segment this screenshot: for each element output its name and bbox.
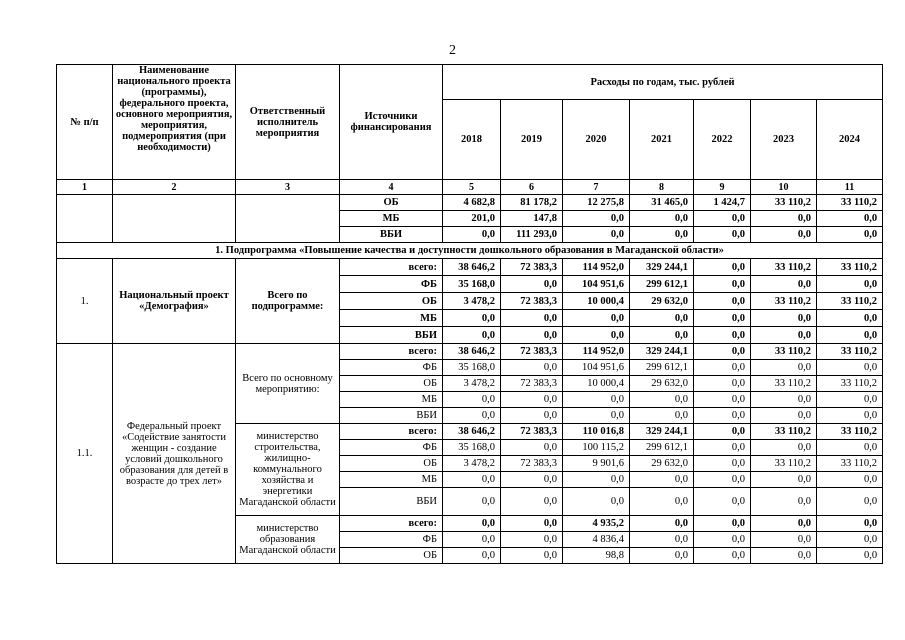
value-cell: 0,0 <box>563 392 630 408</box>
source-cell: ОБ <box>340 195 443 211</box>
header-num: № п/п <box>57 65 113 180</box>
header-name: Наименование национального проекта (программы), федерального проекта, основного мероприятия, мероприятия, подмероприятия (при необходимости) <box>113 65 236 180</box>
row-number: 1.1. <box>57 344 113 564</box>
value-cell: 35 168,0 <box>443 360 501 376</box>
value-cell: 72 383,3 <box>501 456 563 472</box>
value-cell: 0,0 <box>817 276 883 293</box>
value-cell: 0,0 <box>630 532 694 548</box>
value-cell: 72 383,3 <box>501 293 563 310</box>
value-cell: 98,8 <box>563 548 630 564</box>
value-cell: 31 465,0 <box>630 195 694 211</box>
value-cell: 0,0 <box>751 227 817 243</box>
value-cell: 0,0 <box>751 360 817 376</box>
value-cell: 0,0 <box>630 227 694 243</box>
value-cell: 29 632,0 <box>630 456 694 472</box>
value-cell: 0,0 <box>817 532 883 548</box>
value-cell: 0,0 <box>694 440 751 456</box>
value-cell: 0,0 <box>817 472 883 488</box>
value-cell: 110 016,8 <box>563 424 630 440</box>
value-cell: 0,0 <box>694 488 751 516</box>
value-cell: 33 110,2 <box>817 259 883 276</box>
source-cell: всего: <box>340 344 443 360</box>
source-cell: МБ <box>340 211 443 227</box>
executor-cell: министерство образования Магаданской области <box>236 516 340 564</box>
value-cell: 29 632,0 <box>630 376 694 392</box>
value-cell: 0,0 <box>630 327 694 344</box>
value-cell: 0,0 <box>694 532 751 548</box>
value-cell: 33 110,2 <box>751 456 817 472</box>
value-cell: 0,0 <box>630 310 694 327</box>
header-row <box>57 65 883 100</box>
value-cell: 0,0 <box>751 532 817 548</box>
value-cell: 0,0 <box>751 472 817 488</box>
index-cell: 7 <box>563 180 630 195</box>
value-cell: 35 168,0 <box>443 276 501 293</box>
value-cell: 201,0 <box>443 211 501 227</box>
source-cell: всего: <box>340 259 443 276</box>
source-cell: всего: <box>340 516 443 532</box>
value-cell: 0,0 <box>817 516 883 532</box>
header-year: 2023 <box>751 100 817 180</box>
value-cell: 0,0 <box>817 310 883 327</box>
value-cell: 81 178,2 <box>501 195 563 211</box>
header-year: 2021 <box>630 100 694 180</box>
value-cell: 0,0 <box>501 488 563 516</box>
index-cell: 5 <box>443 180 501 195</box>
value-cell: 104 951,6 <box>563 360 630 376</box>
value-cell: 329 244,1 <box>630 344 694 360</box>
value-cell: 38 646,2 <box>443 344 501 360</box>
source-cell: ФБ <box>340 276 443 293</box>
source-cell: МБ <box>340 310 443 327</box>
value-cell: 0,0 <box>443 488 501 516</box>
index-cell: 11 <box>817 180 883 195</box>
value-cell: 329 244,1 <box>630 259 694 276</box>
value-cell: 33 110,2 <box>817 424 883 440</box>
value-cell: 33 110,2 <box>751 259 817 276</box>
value-cell: 29 632,0 <box>630 293 694 310</box>
value-cell: 0,0 <box>751 276 817 293</box>
value-cell: 0,0 <box>501 360 563 376</box>
value-cell: 0,0 <box>694 227 751 243</box>
value-cell: 329 244,1 <box>630 424 694 440</box>
value-cell: 33 110,2 <box>817 456 883 472</box>
source-cell: МБ <box>340 392 443 408</box>
index-cell: 4 <box>340 180 443 195</box>
value-cell: 0,0 <box>563 211 630 227</box>
index-cell: 8 <box>630 180 694 195</box>
source-cell: ОБ <box>340 376 443 392</box>
value-cell: 114 952,0 <box>563 259 630 276</box>
value-cell: 33 110,2 <box>751 424 817 440</box>
value-cell: 0,0 <box>751 516 817 532</box>
value-cell: 0,0 <box>563 472 630 488</box>
value-cell: 3 478,2 <box>443 376 501 392</box>
value-cell: 299 612,1 <box>630 440 694 456</box>
value-cell: 0,0 <box>501 548 563 564</box>
value-cell: 35 168,0 <box>443 440 501 456</box>
value-cell: 0,0 <box>443 548 501 564</box>
row-number: 1. <box>57 259 113 344</box>
value-cell: 0,0 <box>694 376 751 392</box>
index-cell: 10 <box>751 180 817 195</box>
index-cell: 9 <box>694 180 751 195</box>
value-cell: 72 383,3 <box>501 376 563 392</box>
value-cell: 33 110,2 <box>751 344 817 360</box>
table-body <box>57 65 883 564</box>
source-cell: ФБ <box>340 440 443 456</box>
value-cell: 0,0 <box>694 516 751 532</box>
source-cell: ВБИ <box>340 327 443 344</box>
value-cell: 0,0 <box>817 211 883 227</box>
value-cell: 0,0 <box>443 408 501 424</box>
value-cell: 33 110,2 <box>751 195 817 211</box>
value-cell: 0,0 <box>751 548 817 564</box>
value-cell: 0,0 <box>501 310 563 327</box>
value-cell: 33 110,2 <box>817 376 883 392</box>
value-cell: 33 110,2 <box>817 344 883 360</box>
page-number: 2 <box>449 43 456 58</box>
value-cell: 0,0 <box>751 392 817 408</box>
header-executor: Ответственный исполнитель мероприятия <box>236 65 340 180</box>
value-cell: 0,0 <box>751 211 817 227</box>
value-cell: 104 951,6 <box>563 276 630 293</box>
value-cell: 100 115,2 <box>563 440 630 456</box>
value-cell: 0,0 <box>751 440 817 456</box>
value-cell: 0,0 <box>817 327 883 344</box>
value-cell: 10 000,4 <box>563 293 630 310</box>
index-cell: 3 <box>236 180 340 195</box>
source-cell: ОБ <box>340 456 443 472</box>
header-year: 2019 <box>501 100 563 180</box>
value-cell: 0,0 <box>817 408 883 424</box>
value-cell: 33 110,2 <box>751 376 817 392</box>
value-cell: 10 000,4 <box>563 376 630 392</box>
value-cell: 0,0 <box>563 327 630 344</box>
value-cell: 4 682,8 <box>443 195 501 211</box>
index-row <box>57 180 883 195</box>
value-cell: 1 424,7 <box>694 195 751 211</box>
section-title: 1. Подпрограмма «Повышение качества и доступности дошкольного образования в Магаданской области» <box>57 243 883 259</box>
index-cell: 6 <box>501 180 563 195</box>
source-cell: ВБИ <box>340 488 443 516</box>
source-cell: всего: <box>340 424 443 440</box>
expenses-table <box>56 64 883 564</box>
source-cell: ОБ <box>340 293 443 310</box>
value-cell: 111 293,0 <box>501 227 563 243</box>
empty-cell <box>57 195 113 243</box>
value-cell: 72 383,3 <box>501 424 563 440</box>
value-cell: 0,0 <box>501 408 563 424</box>
value-cell: 4 935,2 <box>563 516 630 532</box>
index-cell: 2 <box>113 180 236 195</box>
index-cell: 1 <box>57 180 113 195</box>
value-cell: 0,0 <box>751 488 817 516</box>
value-cell: 0,0 <box>694 472 751 488</box>
value-cell: 0,0 <box>501 516 563 532</box>
value-cell: 0,0 <box>563 227 630 243</box>
value-cell: 0,0 <box>443 327 501 344</box>
header-year: 2020 <box>563 100 630 180</box>
value-cell: 12 275,8 <box>563 195 630 211</box>
value-cell: 0,0 <box>443 392 501 408</box>
value-cell: 0,0 <box>694 456 751 472</box>
value-cell: 3 478,2 <box>443 456 501 472</box>
value-cell: 0,0 <box>501 327 563 344</box>
value-cell: 0,0 <box>443 516 501 532</box>
header-year: 2022 <box>694 100 751 180</box>
executor-cell: Всего по подпрограмме: <box>236 259 340 344</box>
source-cell: ФБ <box>340 532 443 548</box>
executor-cell: Всего по основному мероприятию: <box>236 344 340 424</box>
value-cell: 0,0 <box>443 532 501 548</box>
value-cell: 38 646,2 <box>443 259 501 276</box>
empty-cell <box>113 195 236 243</box>
value-cell: 0,0 <box>563 408 630 424</box>
table-row <box>57 259 883 276</box>
value-cell: 0,0 <box>501 440 563 456</box>
value-cell: 72 383,3 <box>501 344 563 360</box>
source-cell: ОБ <box>340 548 443 564</box>
empty-cell <box>236 195 340 243</box>
executor-cell: министерство строительства, жилищно-коммунального хозяйства и энергетики Магаданской области <box>236 424 340 516</box>
header-year: 2024 <box>817 100 883 180</box>
source-cell: ВБИ <box>340 408 443 424</box>
value-cell: 0,0 <box>443 472 501 488</box>
value-cell: 0,0 <box>630 472 694 488</box>
value-cell: 33 110,2 <box>751 293 817 310</box>
value-cell: 0,0 <box>501 472 563 488</box>
project-name: Национальный проект «Демография» <box>113 259 236 344</box>
value-cell: 0,0 <box>694 276 751 293</box>
value-cell: 0,0 <box>817 488 883 516</box>
value-cell: 0,0 <box>563 488 630 516</box>
header-year: 2018 <box>443 100 501 180</box>
value-cell: 3 478,2 <box>443 293 501 310</box>
header-source: Источники финансирования <box>340 65 443 180</box>
value-cell: 0,0 <box>751 310 817 327</box>
value-cell: 9 901,6 <box>563 456 630 472</box>
value-cell: 33 110,2 <box>817 195 883 211</box>
value-cell: 0,0 <box>630 548 694 564</box>
source-cell: ФБ <box>340 360 443 376</box>
value-cell: 4 836,4 <box>563 532 630 548</box>
value-cell: 0,0 <box>501 276 563 293</box>
value-cell: 0,0 <box>694 293 751 310</box>
value-cell: 0,0 <box>694 211 751 227</box>
value-cell: 0,0 <box>630 211 694 227</box>
value-cell: 0,0 <box>817 548 883 564</box>
value-cell: 0,0 <box>630 516 694 532</box>
value-cell: 0,0 <box>817 440 883 456</box>
value-cell: 0,0 <box>694 424 751 440</box>
value-cell: 0,0 <box>443 310 501 327</box>
header-expenses: Расходы по годам, тыс. рублей <box>443 65 883 100</box>
value-cell: 0,0 <box>694 259 751 276</box>
value-cell: 114 952,0 <box>563 344 630 360</box>
source-cell: ВБИ <box>340 227 443 243</box>
value-cell: 0,0 <box>501 532 563 548</box>
value-cell: 0,0 <box>630 408 694 424</box>
value-cell: 0,0 <box>443 227 501 243</box>
source-cell: МБ <box>340 472 443 488</box>
value-cell: 0,0 <box>751 327 817 344</box>
value-cell: 0,0 <box>694 310 751 327</box>
value-cell: 0,0 <box>501 392 563 408</box>
value-cell: 0,0 <box>694 392 751 408</box>
value-cell: 0,0 <box>694 548 751 564</box>
table-row <box>57 344 883 360</box>
value-cell: 147,8 <box>501 211 563 227</box>
value-cell: 38 646,2 <box>443 424 501 440</box>
value-cell: 0,0 <box>694 408 751 424</box>
value-cell: 72 383,3 <box>501 259 563 276</box>
value-cell: 0,0 <box>817 227 883 243</box>
value-cell: 0,0 <box>694 344 751 360</box>
table-row <box>57 195 883 211</box>
value-cell: 0,0 <box>630 392 694 408</box>
project-name: Федеральный проект «Содействие занятости женщин - создание условий дошкольного образования для детей в возрасте до трех лет» <box>113 344 236 564</box>
value-cell: 0,0 <box>630 488 694 516</box>
table-row <box>57 243 883 259</box>
value-cell: 0,0 <box>694 327 751 344</box>
value-cell: 299 612,1 <box>630 360 694 376</box>
value-cell: 0,0 <box>751 408 817 424</box>
value-cell: 0,0 <box>563 310 630 327</box>
value-cell: 33 110,2 <box>817 293 883 310</box>
value-cell: 0,0 <box>817 392 883 408</box>
value-cell: 0,0 <box>694 360 751 376</box>
value-cell: 299 612,1 <box>630 276 694 293</box>
value-cell: 0,0 <box>817 360 883 376</box>
